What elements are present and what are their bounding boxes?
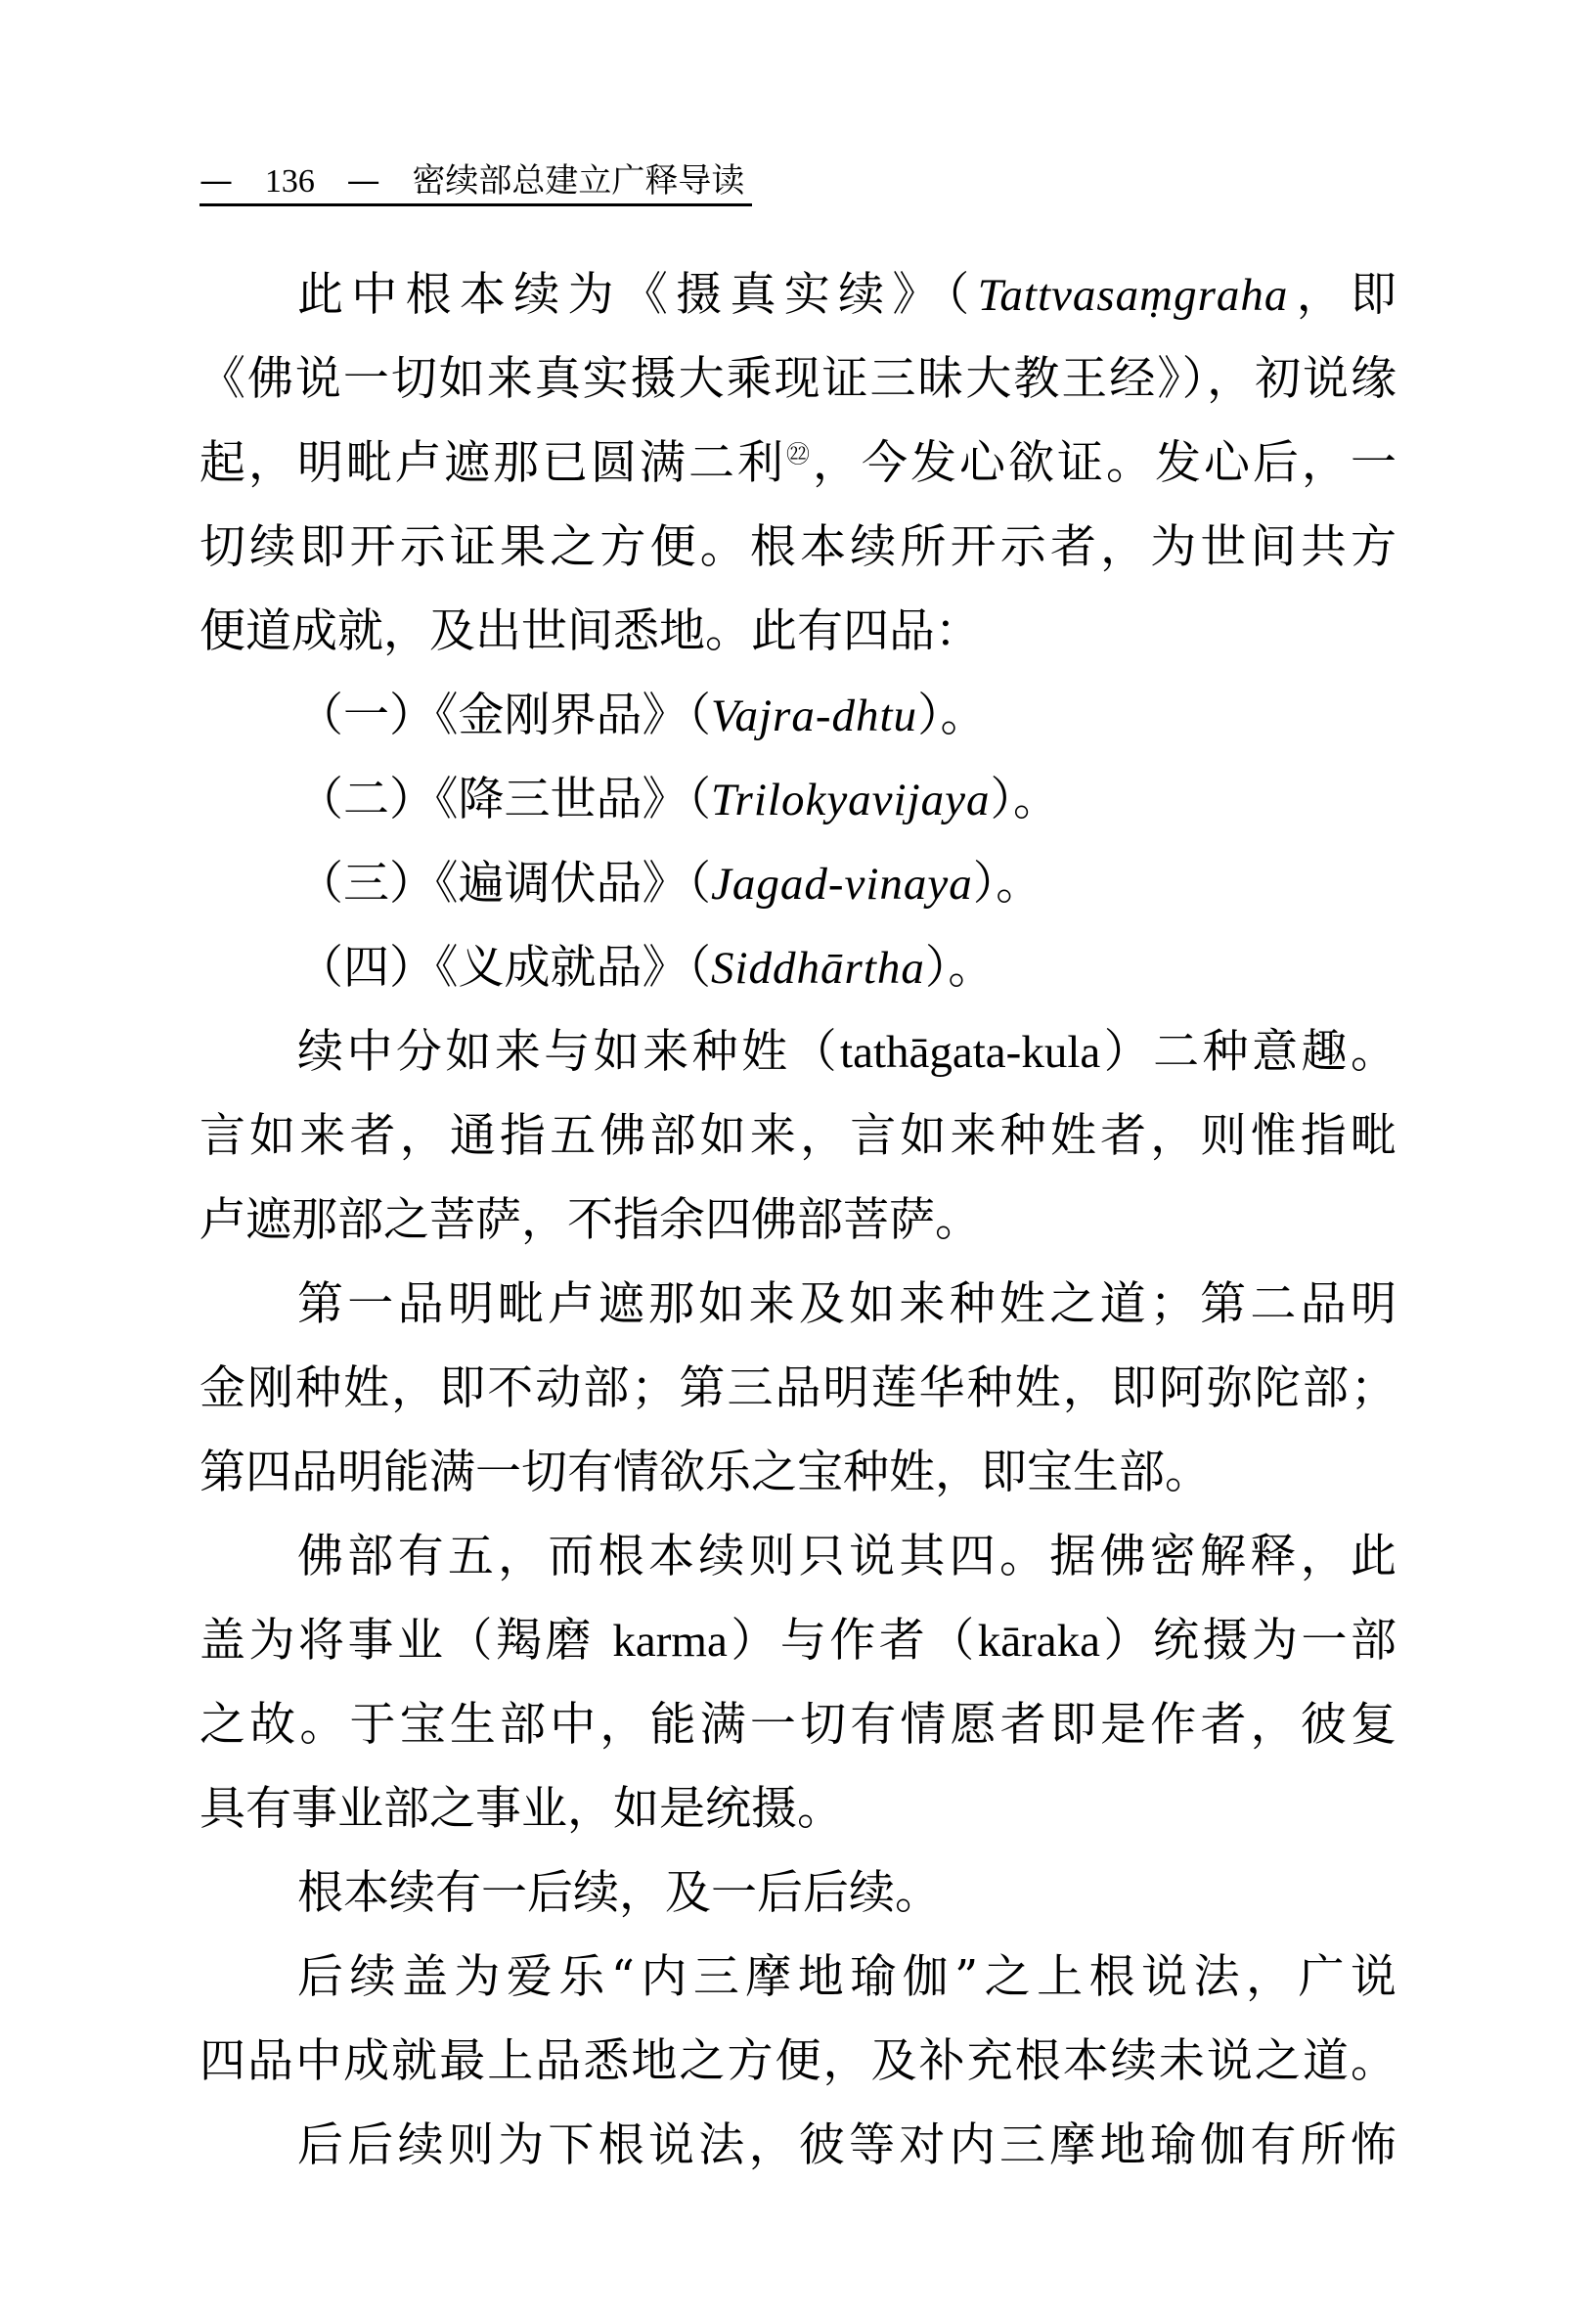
running-header bbox=[200, 158, 752, 203]
text-segment: 后后续则为下根说法，彼等对内三摩地瑜伽有所怖 bbox=[297, 2118, 1396, 2172]
header-rule bbox=[200, 203, 752, 206]
text-segment: ）。 bbox=[924, 941, 995, 995]
text-line bbox=[200, 2104, 1396, 2188]
text-line bbox=[200, 1263, 1396, 1347]
text-segment: 第一品明毗卢遮那如来及如来种姓之道；第二品明 bbox=[297, 1277, 1396, 1331]
text-segment: ）。 bbox=[990, 773, 1060, 826]
text-line bbox=[200, 1431, 1396, 1515]
foreign-term: Tattvasaṃgraha bbox=[977, 270, 1289, 321]
text-line bbox=[200, 1683, 1396, 1767]
foreign-term: kāraka bbox=[977, 1616, 1101, 1667]
text-line bbox=[200, 1515, 1396, 1599]
text-line bbox=[200, 1347, 1396, 1431]
text-segment: 《佛说一切如来真实摄大乘现证三昧大教王经》），初说缘 bbox=[200, 352, 1396, 406]
book-title: 密续部总建立广释导读 bbox=[412, 161, 745, 201]
foreign-term: Trilokyavijaya bbox=[711, 775, 991, 825]
text-segment: ）统摄为一部 bbox=[1100, 1614, 1396, 1668]
text-line bbox=[200, 1767, 1396, 1851]
header-dash-left: — bbox=[200, 161, 233, 201]
text-line bbox=[200, 590, 1396, 674]
text-line bbox=[200, 842, 1396, 926]
text-segment: ，即 bbox=[1288, 268, 1397, 322]
text-segment: 便道成就，及出世间悉地。此有四品： bbox=[200, 604, 981, 658]
text-segment: ）二种意趣。 bbox=[1100, 1025, 1397, 1079]
header-dash-right: — bbox=[346, 161, 380, 201]
foreign-term: karma bbox=[612, 1616, 728, 1667]
text-segment: （一）《金刚界品》（ bbox=[297, 689, 711, 742]
text-segment: 此中根本续为《摄真实续》（ bbox=[297, 268, 978, 322]
text-line bbox=[200, 674, 1396, 758]
footnote-marker: ㉒ bbox=[786, 440, 813, 468]
text-segment: 起，明毗卢遮那已圆满二利 bbox=[200, 436, 786, 490]
text-line bbox=[200, 1010, 1396, 1094]
text-segment: 盖为将事业（羯磨 bbox=[200, 1614, 613, 1668]
text-segment: ）。 bbox=[917, 689, 987, 742]
text-line bbox=[200, 337, 1396, 422]
page-body-text bbox=[200, 253, 1396, 2188]
foreign-term: Vajra-dhtu bbox=[711, 691, 918, 741]
text-line bbox=[200, 422, 1396, 506]
text-segment: 之故。于宝生部中，能满一切有情愿者即是作者，彼复 bbox=[200, 1698, 1396, 1752]
text-segment: （三）《遍调伏品》（ bbox=[297, 857, 711, 911]
text-segment: 具有事业部之事业，如是统摄。 bbox=[200, 1782, 843, 1836]
text-line bbox=[200, 1179, 1396, 1263]
text-segment: 后续盖为爱乐“内三摩地瑜伽”之上根说法，广说 bbox=[297, 1950, 1396, 2004]
text-segment: 续中分如来与如来种姓（ bbox=[297, 1025, 841, 1079]
text-segment: ）。 bbox=[972, 857, 1042, 911]
text-segment: 言如来者，通指五佛部如来，言如来种姓者，则惟指毗 bbox=[200, 1109, 1396, 1163]
text-segment: 切续即开示证果之方便。根本续所开示者，为世间共方 bbox=[200, 520, 1396, 574]
foreign-term: Jagad-vinaya bbox=[711, 859, 973, 910]
text-line bbox=[200, 1936, 1396, 2020]
text-segment: 金刚种姓，即不动部；第三品明莲华种姓，即阿弥陀部； bbox=[200, 1361, 1396, 1415]
foreign-term: Siddhārtha bbox=[711, 943, 925, 994]
text-segment: ，今发心欲证。发心后，一 bbox=[813, 436, 1396, 490]
text-segment: 根本续有一后续，及一后后续。 bbox=[297, 1866, 941, 1920]
text-line bbox=[200, 253, 1396, 337]
text-line bbox=[200, 1599, 1396, 1683]
text-segment: ）与作者（ bbox=[727, 1614, 978, 1668]
text-line bbox=[200, 1094, 1396, 1179]
text-segment: （四）《义成就品》（ bbox=[297, 941, 711, 995]
text-segment: 第四品明能满一切有情欲乐之宝种姓，即宝生部。 bbox=[200, 1446, 1211, 1499]
text-line bbox=[200, 926, 1396, 1010]
text-line bbox=[200, 506, 1396, 590]
text-segment: 四品中成就最上品悉地之方便，及补充根本续未说之道。 bbox=[200, 2034, 1396, 2088]
text-segment: 卢遮那部之菩萨，不指余四佛部菩萨。 bbox=[200, 1193, 981, 1247]
text-line bbox=[200, 2020, 1396, 2104]
text-segment: （二）《降三世品》（ bbox=[297, 773, 711, 826]
text-segment: 佛部有五，而根本续则只说其四。据佛密解释，此 bbox=[297, 1530, 1396, 1583]
foreign-term: tathāgata-kula bbox=[840, 1027, 1101, 1078]
text-line bbox=[200, 758, 1396, 842]
page-number: 136 bbox=[264, 163, 315, 200]
text-line bbox=[200, 1851, 1396, 1936]
